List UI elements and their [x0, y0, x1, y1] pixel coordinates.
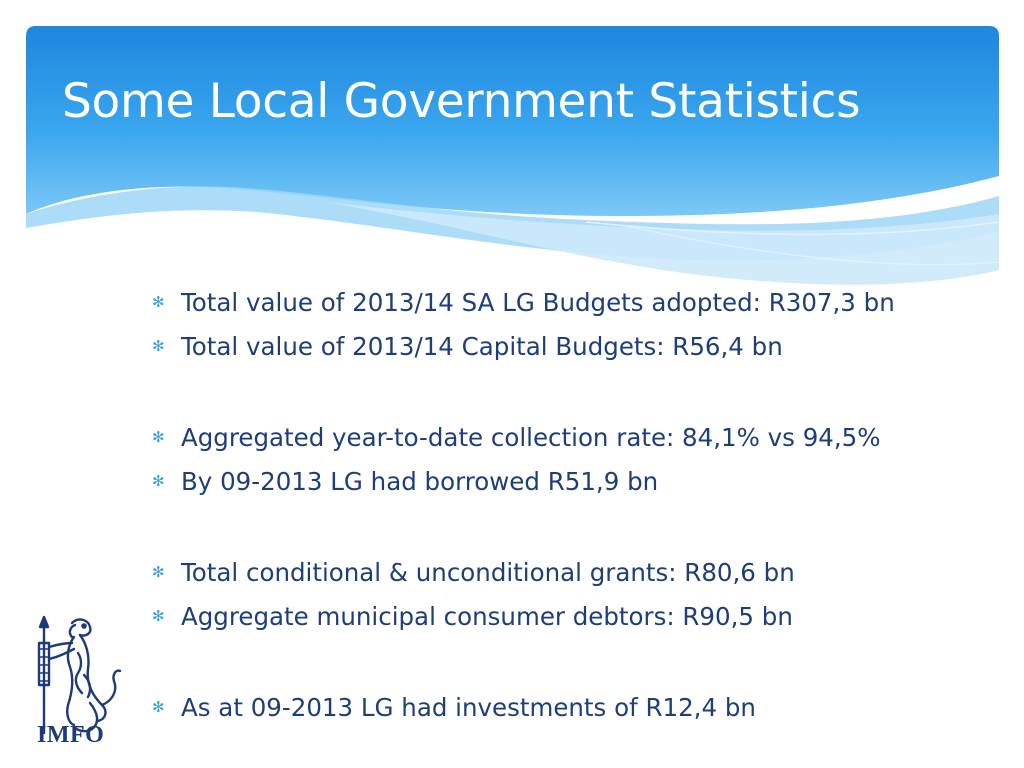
bullet-item	[152, 685, 1012, 729]
asterisk-bullet-icon: ✻	[152, 471, 165, 490]
bullet-item	[152, 415, 1012, 459]
bullet-item	[152, 324, 1012, 368]
bullet-text: By 09-2013 LG had borrowed R51,9 bn	[181, 466, 659, 496]
bullet-item	[152, 459, 1012, 503]
bullet-text: Total conditional & unconditional grants: R80,6 bn	[181, 557, 795, 587]
bullet-item	[152, 550, 1012, 594]
bullet-text: Aggregated year-to-date collection rate: 84,1% vs 94,5%	[181, 422, 881, 452]
bullet-text: Total value of 2013/14 SA LG Budgets adopted: R307,3 bn	[181, 287, 895, 317]
asterisk-bullet-icon: ✻	[152, 697, 165, 716]
asterisk-bullet-icon: ✻	[152, 562, 165, 581]
asterisk-bullet-icon: ✻	[152, 606, 165, 625]
asterisk-bullet-icon: ✻	[152, 292, 165, 311]
asterisk-bullet-icon: ✻	[152, 427, 165, 446]
bullet-item	[152, 280, 1012, 324]
bullet-list	[152, 280, 1012, 729]
bullet-text: As at 09-2013 LG had investments of R12,4 bn	[181, 692, 756, 722]
bullet-item	[152, 594, 1012, 638]
slide-title: Some Local Government Statistics	[62, 74, 861, 129]
header-band	[26, 26, 999, 286]
logo-text: IMFO	[37, 722, 105, 748]
asterisk-bullet-icon: ✻	[152, 336, 165, 355]
bullet-text: Total value of 2013/14 Capital Budgets: R56,4 bn	[181, 331, 783, 361]
bullet-text: Aggregate municipal consumer debtors: R90,5 bn	[181, 601, 793, 631]
